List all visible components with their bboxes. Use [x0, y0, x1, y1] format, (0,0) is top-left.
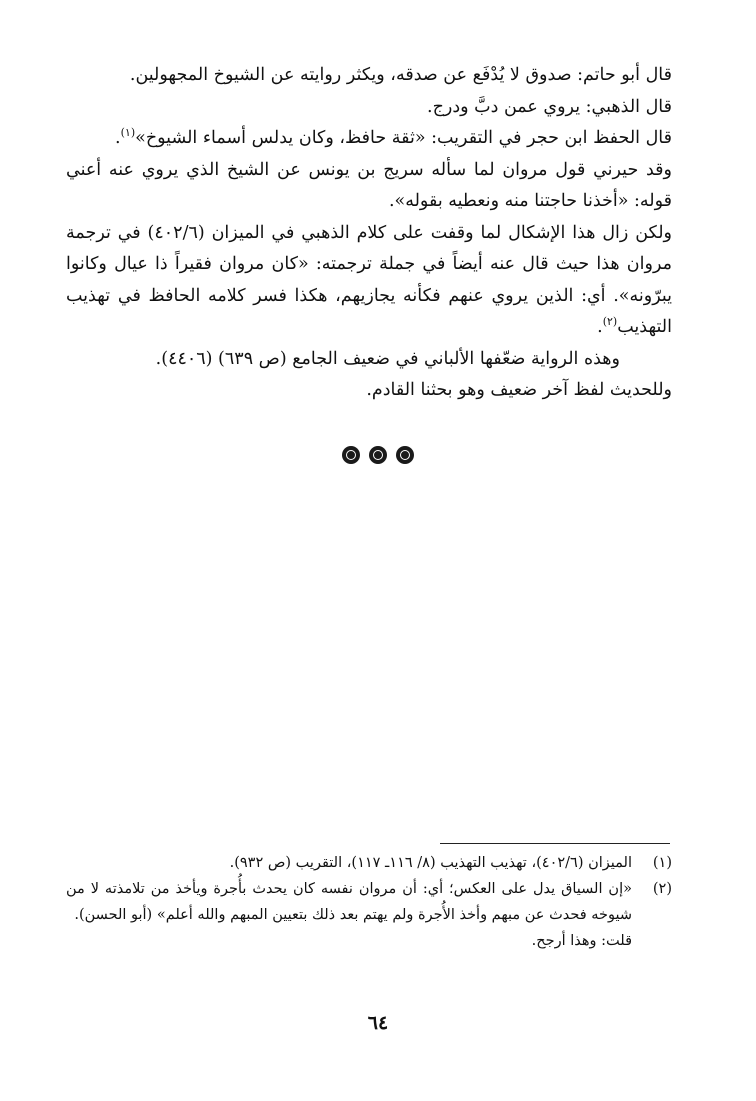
footnote-separator [440, 843, 670, 844]
paragraph-albani: وهذه الرواية ضعّفها الألباني في ضعيف الجامع (ص ٦٣٩) (٤٤٠٦). [155, 348, 620, 369]
footnote-line: قلت: وهذا أرجح. [531, 933, 632, 949]
footnote-2 [66, 876, 672, 954]
paragraph-ibn-hajar-end: . [115, 128, 121, 148]
paragraph-abu-hatim: قال أبو حاتم: صدوق لا يُدْفَع عن صدقه، ويكثر روايته عن الشيوخ المجهولين. [129, 65, 672, 85]
footnote-ref-1: (١) [120, 126, 136, 140]
footnote-1 [66, 850, 672, 876]
paragraph-dhahabi: قال الذهبي: يروي عمن دبَّ ودرج. [427, 96, 672, 117]
main-text [66, 60, 672, 407]
footnote-body [66, 850, 632, 876]
paragraph-next-hadith: وللحديث لفظ آخر ضعيف وهو بحثنا القادم. [366, 380, 672, 400]
ornament-icon [369, 446, 387, 464]
paragraph-ibn-hajar-text: قال الحفظ ابن حجر في التقريب: «ثقة حافظ، وكان يدلس أسماء الشيوخ» [135, 128, 672, 148]
footnote-ref-2: (٢) [602, 315, 618, 329]
footnotes [66, 850, 672, 954]
paragraph-mizan [66, 218, 672, 344]
paragraph-mizan-end: . [597, 317, 603, 337]
paragraph-mizan-text: ولكن زال هذا الإشكال لما وقفت على كلام الذهبي في الميزان (٤٠٢/٦) في ترجمة مروان هذا حيث قال عنه أيضاً في جملة ترجمته: «كان مروان فقيراً ذا عيال وكانوا يبرّونه». أي: الذين يروي عنهم فكأنه يجازيهم، هكذا فسر كلامه الحافظ في تهذيب التهذيب [66, 222, 673, 337]
page-number: ٦٤ [367, 1012, 389, 1034]
section-ornament [0, 446, 756, 468]
footnote-body [66, 876, 632, 954]
ornament-icon [342, 446, 360, 464]
footnote-line: الميزان (٤٠٢/٦)، تهذيب التهذيب (٨/ ١١٦ـ ١١٧)، التقريب (ص ٩٣٢). [229, 855, 632, 871]
paragraph-marwan-quote: وقد حيرني قول مروان لما سأله سريج بن يونس عن الشيخ الذي يروي عنه أعني قوله: «أخذنا حاجتنا منه ونعطيه بقوله». [66, 159, 672, 211]
ornament-icon [396, 446, 414, 464]
footnote-number: (٢) [652, 881, 672, 897]
paragraph-ibn-hajar [66, 123, 672, 155]
footnote-number: (١) [652, 855, 672, 871]
footnote-line: «إن السياق يدل على العكس؛ أي: أن مروان نفسه كان يحدث بأُجرة ويأخذ من تلامذته لا من شيوخه فحدث عن مبهم وأخذ الأُجرة ولم يهتم بعد ذلك بتعيين المبهم والله أعلم» (أبو الحسن). [66, 881, 632, 923]
